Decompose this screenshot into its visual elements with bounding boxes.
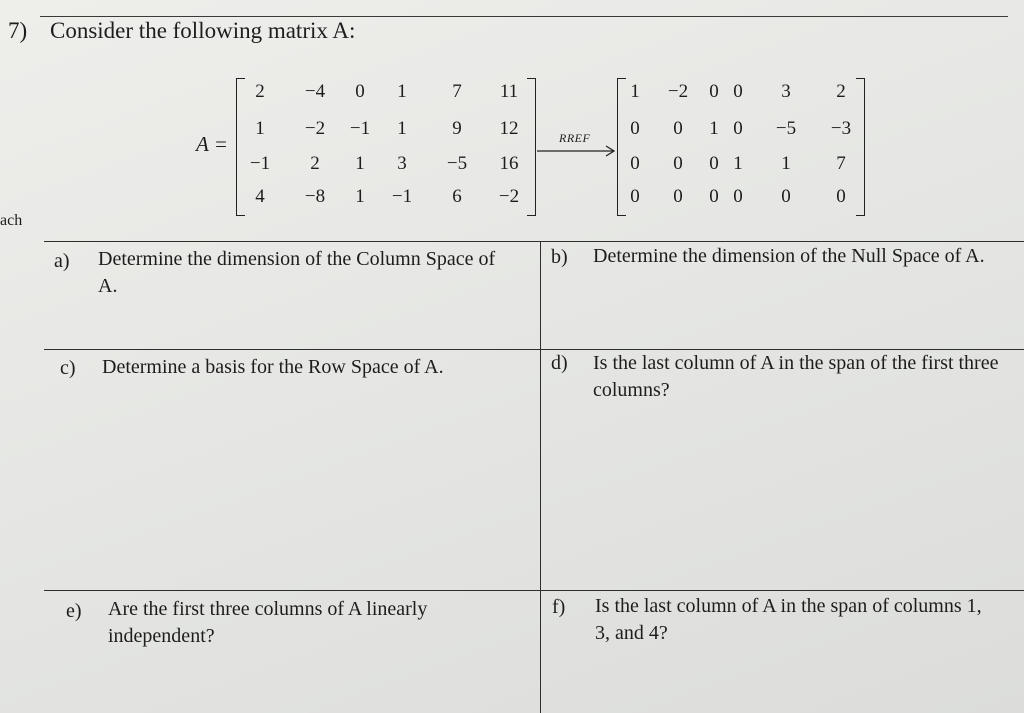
- part-b-letter: b): [551, 246, 568, 268]
- matrix-a-cell: 1: [255, 118, 265, 139]
- matrix-rref-cell: 0: [836, 186, 846, 207]
- matrix-a-cell: 12: [499, 118, 519, 139]
- matrix-a-cell: 1: [355, 153, 365, 174]
- matrix-a-cell: 7: [452, 81, 462, 102]
- matrix-a-cell: −2: [498, 186, 520, 207]
- matrix-rref-cell: 2: [836, 81, 846, 102]
- matrix-a-cell: −1: [349, 118, 371, 139]
- matrix-a-cell: 0: [355, 81, 365, 102]
- matrix-rref-cell: 1: [781, 153, 791, 174]
- matrix-a-cell: 1: [397, 118, 407, 139]
- matrix-a: [236, 78, 536, 216]
- matrix-rref-cell: 0: [709, 153, 719, 174]
- matrix-rref-cell: 1: [733, 153, 743, 174]
- grid-line-top: [44, 241, 1024, 242]
- question-prompt: Consider the following matrix A:: [50, 18, 356, 43]
- part-d-text: Is the last column of A in the span of the first three columns?: [593, 352, 999, 401]
- matrix-rref-cell: 0: [733, 186, 743, 207]
- matrix-rref-cell: 1: [709, 118, 719, 139]
- part-f-text: Is the last column of A in the span of columns 1, 3, and 4?: [595, 595, 982, 644]
- matrix-a-cell: −1: [249, 153, 271, 174]
- matrix-a-label: A =: [196, 132, 228, 156]
- matrix-rref-cell: −3: [830, 118, 852, 139]
- matrix-rref-cell: 0: [673, 186, 683, 207]
- matrix-rref-cell: −2: [667, 81, 689, 102]
- matrix-rref-cell: 0: [733, 118, 743, 139]
- grid-line-bottom: [44, 590, 1024, 591]
- matrix-rref-cell: 0: [673, 153, 683, 174]
- question-number: 7): [8, 18, 28, 43]
- part-a-letter: a): [54, 250, 70, 272]
- matrix-rref-cell: 0: [733, 81, 743, 102]
- matrix-a-cell: −1: [391, 186, 413, 207]
- part-c-letter: c): [60, 357, 76, 379]
- matrix-rref-cell: 0: [709, 186, 719, 207]
- part-e-text: Are the first three columns of A linearly independent?: [108, 598, 428, 647]
- matrix-a-cell: 6: [452, 186, 462, 207]
- grid-divider: [540, 241, 541, 713]
- matrix-rref-cell: 3: [781, 81, 791, 102]
- matrix-a-cell: 1: [355, 186, 365, 207]
- matrix-rref: [617, 78, 865, 216]
- matrix-a-cell: 1: [397, 81, 407, 102]
- matrix-a-cell: 2: [310, 153, 320, 174]
- matrix-a-cell: 3: [397, 153, 407, 174]
- matrix-rref-cell: 0: [781, 186, 791, 207]
- right-arrow-icon: [537, 145, 617, 157]
- matrix-a-cell: −8: [304, 186, 326, 207]
- matrix-a-cell: −4: [304, 81, 326, 102]
- matrix-rref-cell: 0: [673, 118, 683, 139]
- matrix-a-cell: 4: [255, 186, 265, 207]
- matrix-a-cell: 11: [499, 81, 519, 102]
- part-e-letter: e): [66, 600, 82, 622]
- matrix-rref-cell: 0: [630, 153, 640, 174]
- matrix-rref-cell: 1: [630, 81, 640, 102]
- part-b-text: Determine the dimension of the Null Space of A.: [593, 245, 985, 267]
- matrix-rref-cell: 0: [709, 81, 719, 102]
- part-a-text: Determine the dimension of the Column Space of A.: [98, 248, 496, 297]
- matrix-a-cell: 16: [499, 153, 519, 174]
- matrix-a-cell: 9: [452, 118, 462, 139]
- matrix-rref-cell: 7: [836, 153, 846, 174]
- part-f-letter: f): [552, 596, 566, 618]
- matrix-rref-cell: 0: [630, 186, 640, 207]
- top-rule: [40, 16, 1008, 17]
- part-d-letter: d): [551, 352, 568, 374]
- matrix-a-cell: −5: [446, 153, 468, 174]
- matrix-rref-cell: −5: [775, 118, 797, 139]
- matrix-a-cell: 2: [255, 81, 265, 102]
- matrix-rref-cell: 0: [630, 118, 640, 139]
- part-c-text: Determine a basis for the Row Space of A.: [102, 356, 444, 378]
- matrix-a-cell: −2: [304, 118, 326, 139]
- rref-arrow-label: RREF: [559, 131, 591, 145]
- margin-note: ach: [0, 212, 23, 229]
